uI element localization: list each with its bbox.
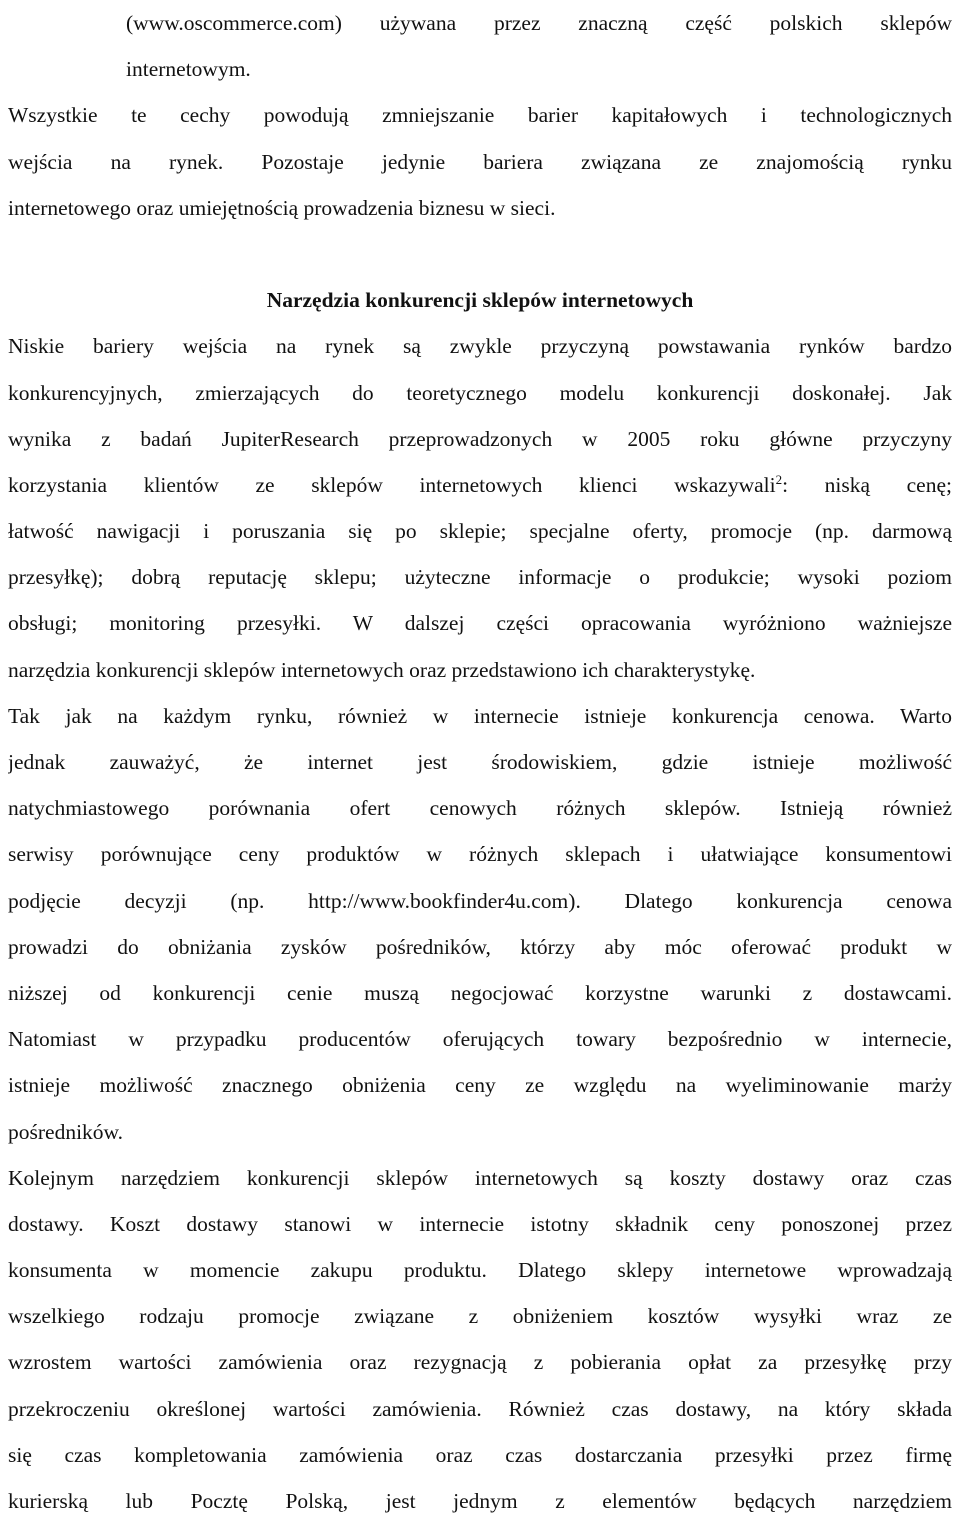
text-line: wejścia na rynek. Pozostaje jedynie bariera związana ze znajomością rynku xyxy=(8,149,952,174)
footnote-reference[interactable]: 2 xyxy=(775,471,783,487)
text-line: łatwość nawigacji i poruszania się po sklepie; specjalne oferty, promocje (np. darmową xyxy=(8,519,952,544)
text-line: obsługi; monitoring przesyłki. W dalszej części opracowania wyróżniono ważniejsze xyxy=(8,611,952,636)
text-line: podjęcie decyzji (np. http://www.bookfinder4u.com). Dlatego konkurencja cenowa xyxy=(8,888,952,913)
text-line: (www.oscommerce.com) używana przez znaczną część polskich sklepów xyxy=(126,11,952,35)
text-line: jednak zauważyć, że internet jest środowiskiem, gdzie istnieje możliwość xyxy=(8,750,952,774)
text-line: narzędzia konkurencji sklepów internetowych oraz przedstawiono ich charakterystykę. xyxy=(8,657,756,682)
text-line: serwisy porównujące ceny produktów w różnych sklepach i ułatwiające konsumentowi xyxy=(8,842,952,867)
text-line: konsumenta w momencie zakupu produktu. Dlatego sklepy internetowe wprowadzają xyxy=(8,1258,952,1283)
paragraph-delivery xyxy=(8,1155,952,1524)
text-line: niższej od konkurencji cenie muszą negocjować korzystne warunki z dostawcami. xyxy=(8,980,952,1005)
text-line: przesyłkę); dobrą reputację sklepu; użyteczne informacje o produkcie; wysoki poziom xyxy=(8,565,952,590)
text-line: Tak jak na każdym rynku, również w internecie istnieje konkurencja cenowa. Warto xyxy=(8,703,952,728)
text-line: Natomiast w przypadku producentów oferujących towary bezpośrednio w internecie, xyxy=(8,1027,952,1052)
text-line: Niskie bariery wejścia na rynek są zwykle przyczyną powstawania rynków bardzo xyxy=(8,334,952,359)
text-fragment: korzystania klientów ze sklepów internetowych klienci wskazywali xyxy=(8,472,776,497)
text-line: dostawy. Koszt dostawy stanowi w internecie istotny składnik ceny ponoszonej przez xyxy=(8,1211,952,1236)
paragraph-price-competition xyxy=(8,693,952,1155)
paragraph-continuation xyxy=(8,0,952,231)
text-line-with-footnote xyxy=(8,462,952,508)
blank-line xyxy=(8,231,952,277)
text-fragment: : niską cenę; xyxy=(782,472,952,497)
text-line: Wszystkie te cechy powodują zmniejszanie barier kapitałowych i technologicznych xyxy=(8,103,952,128)
text-line: internetowego oraz umiejętnością prowadzenia biznesu w sieci. xyxy=(8,195,556,220)
text-line: wszelkiego rodzaju promocje związane z obniżeniem kosztów wysyłki wraz ze xyxy=(8,1304,952,1329)
section-heading: Narzędzia konkurencji sklepów internetowych xyxy=(266,288,694,313)
text-line: przekroczeniu określonej wartości zamówienia. Również czas dostawy, na który składa xyxy=(8,1396,952,1421)
document-page xyxy=(8,0,952,1524)
text-line: kurierską lub Pocztę Polską, jest jednym z elementów będących narzędziem xyxy=(8,1489,952,1513)
text-line: istnieje możliwość znacznego obniżenia ceny ze względu na wyeliminowanie marży xyxy=(8,1073,952,1098)
text-line: wzrostem wartości zamówienia oraz rezygnacją z pobierania opłat za przesyłkę przy xyxy=(8,1350,952,1375)
text-line: internetowym. xyxy=(126,57,251,82)
text-line: prowadzi do obniżania zysków pośredników, którzy aby móc oferować produkt w xyxy=(8,934,952,959)
text-line: pośredników. xyxy=(8,1119,124,1144)
text-line: się czas kompletowania zamówienia oraz czas dostarczania przesyłki przez firmę xyxy=(8,1442,952,1467)
text-line: konkurencyjnych, zmierzających do teoretycznego modelu konkurencji doskonałej. Jak xyxy=(8,380,952,405)
text-line: Kolejnym narzędziem konkurencji sklepów internetowych są koszty dostawy oraz czas xyxy=(8,1165,952,1190)
text-line: wynika z badań JupiterResearch przeprowadzonych w 2005 roku główne przyczyny xyxy=(8,426,952,451)
text-line: natychmiastowego porównania ofert cenowych różnych sklepów. Istnieją również xyxy=(8,796,952,821)
paragraph-intro xyxy=(8,323,952,693)
